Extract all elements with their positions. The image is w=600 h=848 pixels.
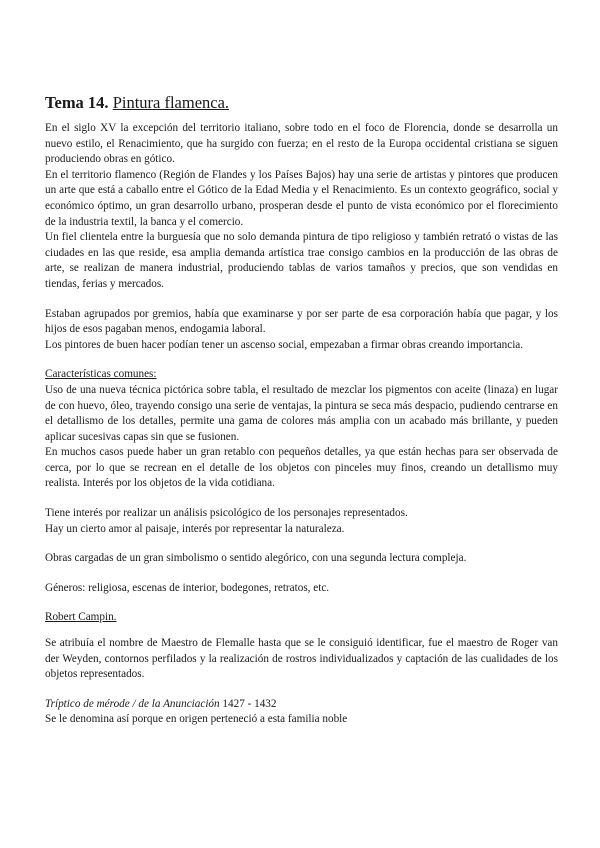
paragraph: Se atribuía el nombre de Maestro de Flemalle hasta que se le consiguió identificar, fue el maestro de Roger van der Weyden, contornos perfilados y la realización de rostros individualizados y captación de las cualidades de los objetos representados. (45, 637, 558, 681)
paragraph: Los pintores de buen hacer podían tener un ascenso social, empezaban a firmar obras creando importancia. (45, 338, 524, 351)
paragraph: Se le denomina así porque en origen perteneció a esta familia noble (45, 713, 348, 726)
work-line (45, 697, 558, 713)
paragraph: Estaban agrupados por gremios, había que examinarse y por ser parte de esa corporación había que pagar, y los hijos de esos pagaban menos, endogamia laboral. (45, 307, 558, 336)
paragraph: Hay un cierto amor al paisaje, interés por representar la naturaleza. (45, 522, 345, 535)
section-heading-robert-campin: Robert Campin. (45, 611, 117, 624)
title-text: Pintura flamenca. (112, 93, 230, 112)
paragraph: En el siglo XV la excepción del territorio italiano, sobre todo en el foco de Florencia, donde se desarrolla un nuevo estilo, el Renacimiento, que ha surgido con fuerza; en el resto de la Europa occidental cristiana se siguen produciendo obras en gótico. (45, 122, 558, 166)
paragraph: Tiene interés por realizar un análisis psicológico de los personajes representados. (45, 507, 408, 520)
paragraph: Un fiel clientela entre la burguesía que no solo demanda pintura de tipo religioso y también retrató o vistas de las ciudades en las que reside, esa amplia demanda artística trae consigo cambios en la producción de las obras de arte, se realizan de manera industrial, produciendo tablas de varios tamaños y precios, que son vendidas en tiendas, ferias y mercados. (45, 231, 558, 290)
paragraph: Obras cargadas de un gran simbolismo o sentido alegórico, con una segunda lectura compleja. (45, 552, 467, 565)
section-heading-caracteristicas: Características comunes: (45, 368, 157, 381)
paragraph: En el territorio flamenco (Región de Flandes y los Países Bajos) hay una serie de artistas y pintores que producen un arte que está a caballo entre el Gótico de la Edad Media y el Renacimiento. Es un contexto geográfico, social y económico óptimo, un gran desarrollo urbano, prosperan desde el punto de vista económico por el florecimiento de la industria textil, la banca y el comercio. (45, 168, 558, 228)
document-page (45, 93, 558, 728)
title-number: Tema 14. (45, 93, 109, 112)
page-title (45, 93, 558, 113)
paragraph: En muchos casos puede haber un gran retablo con pequeños detalles, ya que están hechas para ser observada de cerca, por lo que se recrean en el detalle de los objetos con pinceles muy finos, creando un detallismo muy realista. Interés por los objetos de la vida cotidiana. (45, 446, 558, 490)
paragraph: Uso de una nueva técnica pictórica sobre tabla, el resultado de mezclar los pigmentos con aceite (linaza) en lugar de con huevo, óleo, trayendo consigo una serie de ventajas, la pintura se seca más despacio, pudiendo centrarse en el detallismo de los detalles, permite una gama de colores más amplia con un acabado más brillante, y pueden aplicar sucesivas capas sin que se fusionen. (45, 383, 558, 443)
paragraph: Géneros: religiosa, escenas de interior, bodegones, retratos, etc. (45, 581, 330, 594)
work-title: Tríptico de mérode / de la Anunciación (45, 697, 220, 710)
work-dates: 1427 - 1432 (222, 697, 277, 710)
